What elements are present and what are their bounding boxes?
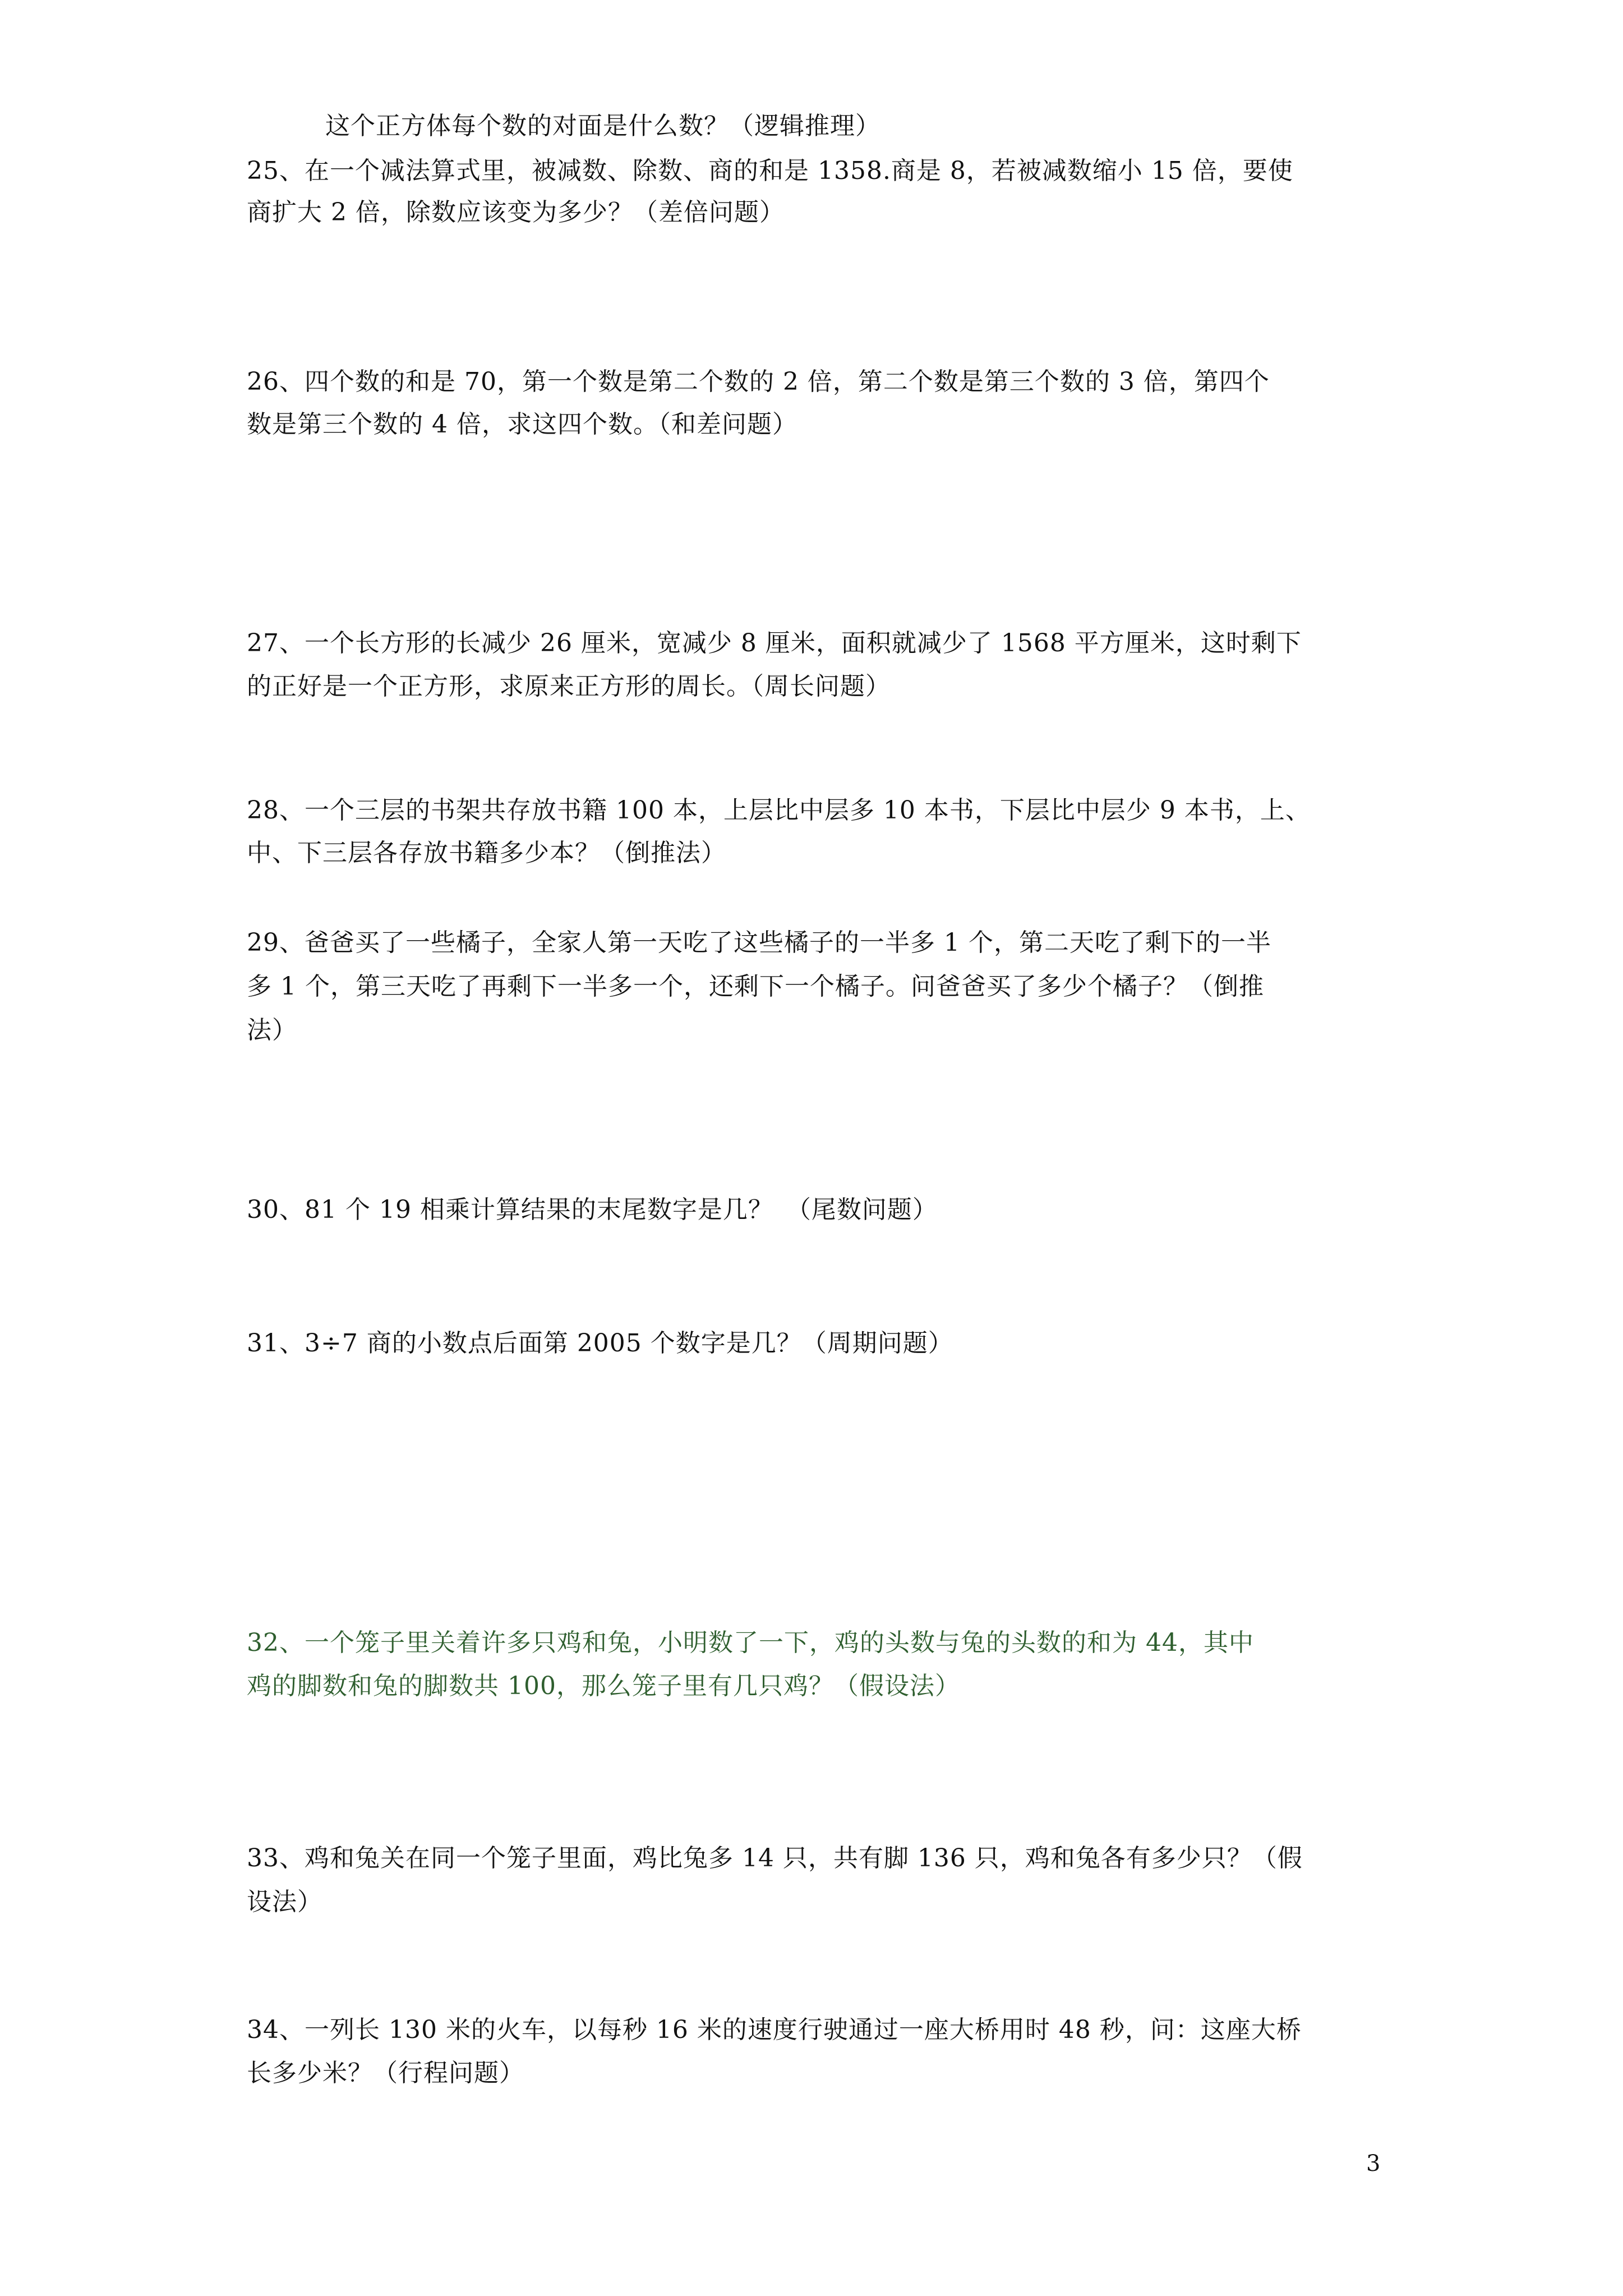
- question-28-line-1: 28、一个三层的书架共存放书籍 100 本，上层比中层多 10 本书，下层比中层少 9 本书，上、: [247, 796, 1311, 825]
- question-26-line-2: 数是第三个数的 4 倍，求这四个数。（和差问题）: [247, 410, 797, 439]
- question-33-line-1: 33、鸡和兔关在同一个笼子里面，鸡比兔多 14 只，共有脚 136 只，鸡和兔各有多少只？（假: [247, 1844, 1303, 1872]
- question-32-line-2: 鸡的脚数和兔的脚数共 100，那么笼子里有几只鸡？（假设法）: [247, 1672, 960, 1700]
- question-29-line-2: 多 1 个，第三天吃了再剩下一半多一个，还剩下一个橘子。问爸爸买了多少个橘子？（倒推: [247, 972, 1264, 1001]
- question-30: 30、81 个 19 相乘计算结果的末尾数字是几？ （尾数问题）: [247, 1195, 938, 1224]
- question-26-line-1: 26、四个数的和是 70，第一个数是第二个数的 2 倍，第二个数是第三个数的 3 倍，第四个: [247, 367, 1270, 396]
- cube-question-continuation: 这个正方体每个数的对面是什么数？（逻辑推理）: [325, 112, 880, 140]
- question-29-line-3: 法）: [247, 1016, 297, 1045]
- question-33-line-2: 设法）: [247, 1888, 322, 1916]
- question-31: 31、3÷7 商的小数点后面第 2005 个数字是几？（周期问题）: [247, 1329, 953, 1358]
- question-25-line-1: 25、在一个减法算式里，被减数、除数、商的和是 1358.商是 8，若被减数缩小 15 倍，要使: [247, 157, 1293, 185]
- question-27-line-2: 的正好是一个正方形，求原来正方形的周长。（周长问题）: [247, 672, 891, 701]
- page-number: 3: [1366, 2151, 1381, 2177]
- question-34-line-1: 34、一列长 130 米的火车，以每秒 16 米的速度行驶通过一座大桥用时 48 秒，问：这座大桥: [247, 2016, 1302, 2044]
- question-25-line-2: 商扩大 2 倍，除数应该变为多少？（差倍问题）: [247, 198, 785, 227]
- question-28-line-2: 中、下三层各存放书籍多少本？（倒推法）: [247, 839, 726, 867]
- question-34-line-2: 长多少米？（行程问题）: [247, 2059, 524, 2087]
- question-32-line-1: 32、一个笼子里关着许多只鸡和兔，小明数了一下，鸡的头数与兔的头数的和为 44，其中: [247, 1628, 1254, 1657]
- question-29-line-1: 29、爸爸买了一些橘子，全家人第一天吃了这些橘子的一半多 1 个，第二天吃了剩下的一半: [247, 928, 1271, 957]
- question-27-line-1: 27、一个长方形的长减少 26 厘米，宽减少 8 厘米，面积就减少了 1568 平方厘米，这时剩下: [247, 629, 1302, 657]
